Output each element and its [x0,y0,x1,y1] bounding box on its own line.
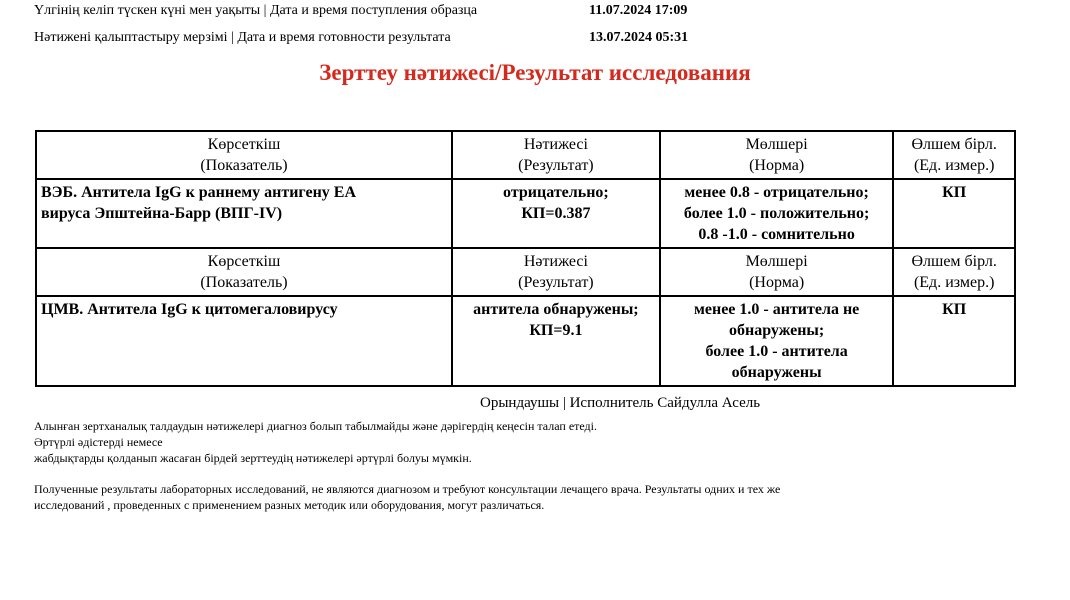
header-unit-ru: (Ед. измер.) [913,274,995,291]
ready-datetime-value: 13.07.2024 05:31 [589,30,689,45]
disclaimer-line: Әртүрлі әдістерді немесе [34,435,163,449]
header-indicator-kk: Көрсеткіш [207,253,281,270]
test-result-line: отрицательно; [503,184,609,201]
test-result [452,179,660,248]
test-unit: КП [893,179,1015,248]
test-unit: КП [893,296,1015,386]
header-indicator [36,248,452,296]
test-norm-line: менее 1.0 - антитела не [693,301,860,318]
header-indicator-kk: Көрсеткіш [207,136,281,153]
header-indicator-ru: (Показатель) [200,274,288,291]
header-result-kk: Нәтижесі [523,253,588,270]
table-header-row [36,248,1015,296]
header-unit-ru: (Ед. измер.) [913,157,995,174]
header-unit [893,248,1015,296]
results-table [35,130,1016,387]
header-unit [893,131,1015,179]
test-result-line: КП=9.1 [529,322,583,339]
header-result [452,131,660,179]
test-norm-line: более 1.0 - антитела [705,343,848,360]
performer-line [480,395,760,412]
header-result-ru: (Результат) [518,274,594,291]
performer-name: Сайдулла Асель [657,395,761,411]
table-row [36,296,1015,386]
disclaimer-line: исследований , проведенных с применением разных методик или оборудования, могут различаться. [34,498,545,512]
header-result [452,248,660,296]
table-row [36,179,1015,248]
header-norm-ru: (Норма) [749,157,805,174]
test-norm [660,296,893,386]
received-datetime-value: 11.07.2024 17:09 [589,3,688,18]
ready-datetime-label: Нәтижені қалыптастыру мерзімі | Дата и время готовности результата [34,30,451,45]
test-name-line: вируса Эпштейна-Барр (ВПГ-IV) [41,205,283,222]
header-norm-kk: Мөлшері [745,136,808,153]
disclaimer-line: Алынған зертханалық талдаудын нәтижелері диагноз болып табылмайды және дәрігердің кеңесін талап етеді. [34,419,597,433]
header-indicator [36,131,452,179]
disclaimer-line: жабдықтарды қолданып жасаған бірдей зерттеудің нәтижелері әртүрлі болуы мүмкін. [34,451,472,465]
test-name [36,179,452,248]
header-unit-kk: Өлшем бірл. [911,253,997,270]
document-title: Зерттеу нәтижесі/Результат исследования [319,60,751,85]
header-result-kk: Нәтижесі [523,136,588,153]
table-header-row [36,131,1015,179]
test-norm-line: обнаружены [731,364,822,381]
disclaimer-ru [34,481,914,513]
disclaimer-kk [34,418,934,466]
header-norm [660,248,893,296]
performer-label: Орындаушы | Исполнитель [480,395,654,411]
test-name-line: ЦМВ. Антитела IgG к цитомегаловирусу [41,301,338,318]
test-norm-line: 0.8 -1.0 - сомнительно [698,226,855,243]
received-datetime-label: Үлгінің келіп түскен күні мен уақыты | Дата и время поступления образца [34,3,478,18]
header-norm-ru: (Норма) [749,274,805,291]
test-name-line: ВЭБ. Антитела IgG к раннему антигену ЕА [41,184,357,201]
test-result-line: антитела обнаружены; [473,301,639,318]
test-norm-line: обнаружены; [729,322,825,339]
header-norm-kk: Мөлшері [745,253,808,270]
header-indicator-ru: (Показатель) [200,157,288,174]
header-unit-kk: Өлшем бірл. [911,136,997,153]
test-norm [660,179,893,248]
disclaimer-line: Полученные результаты лабораторных исследований, не являются диагнозом и требуют консультации лечащего врача. Результаты одних и тех же [34,482,781,496]
test-result-line: КП=0.387 [521,205,591,222]
test-result [452,296,660,386]
test-name [36,296,452,386]
header-norm [660,131,893,179]
test-norm-line: менее 0.8 - отрицательно; [684,184,869,201]
test-norm-line: более 1.0 - положительно; [683,205,870,222]
header-result-ru: (Результат) [518,157,594,174]
